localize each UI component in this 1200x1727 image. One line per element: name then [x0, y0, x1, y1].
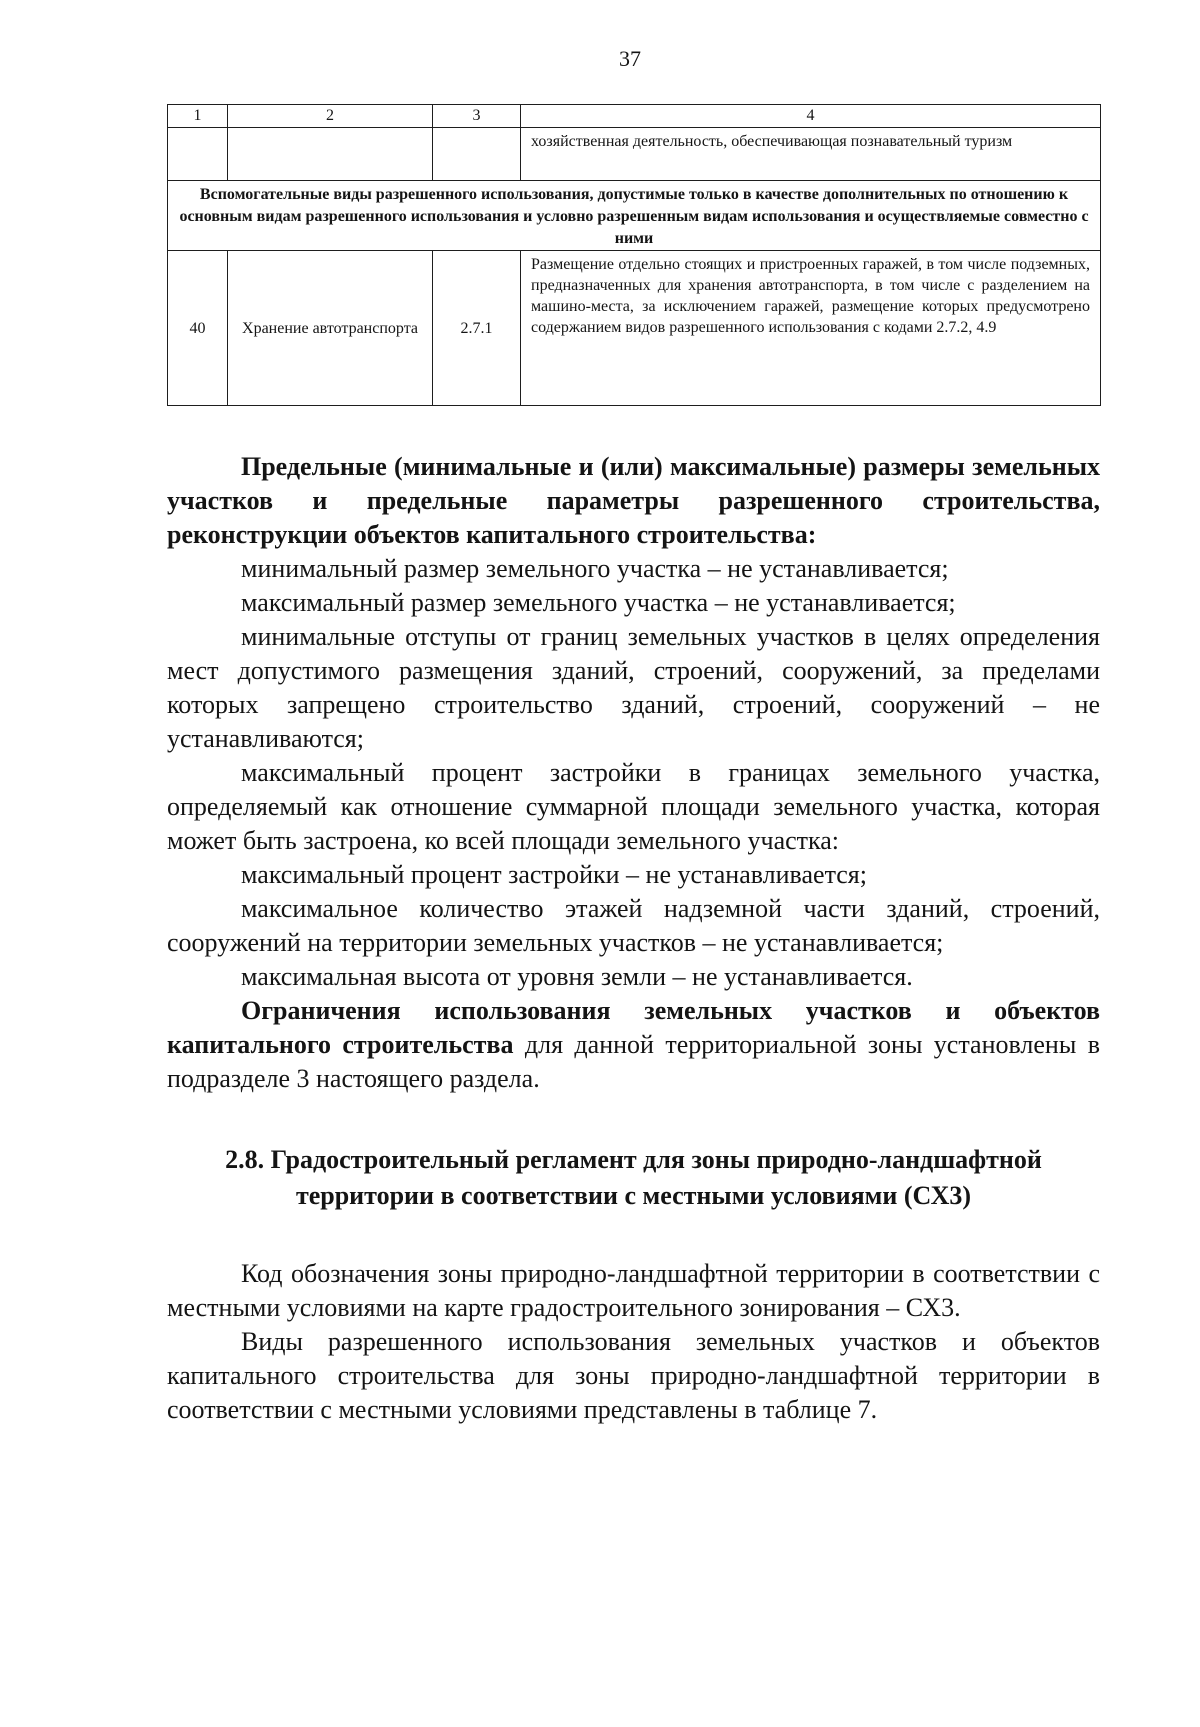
- table-cell: [433, 128, 521, 181]
- restrictions-text: для данной территориальной зоны установлены в подразделе 3 настоящего раздела.: [167, 1030, 1100, 1093]
- limit-item: минимальные отступы от границ земельных участков в целях определения мест допустимого размещения зданий, строений, сооружений, за пределами которых запрещено строительство зданий, строений, сооружений – не устанавливаются;: [167, 622, 1100, 753]
- limits-heading: Предельные (минимальные и (или) максимальные) размеры земельных участков и предельные параметры разрешенного строительства, реконструкции объектов капитального строительства:: [167, 452, 1100, 549]
- permitted-use-table: [167, 104, 1101, 406]
- use-code: 2.7.1: [433, 251, 521, 406]
- row-number: 40: [168, 251, 228, 406]
- section-title-line: 2.8. Градостроительный регламент для зоны природно-ландшафтной: [225, 1145, 1042, 1174]
- table-row: [168, 128, 1101, 181]
- limit-item: максимальный процент застройки – не устанавливается;: [241, 860, 867, 889]
- use-description: Размещение отдельно стоящих и пристроенных гаражей, в том числе подземных, предназначенных для хранения автотранспорта, в том числе с разделением на машино-места, за исключением гаражей, размещение которых предусмотрено содержанием видов разрешенного использования с кодами 2.7.2, 4.9: [521, 251, 1101, 406]
- table-row: [168, 251, 1101, 406]
- limit-item: максимальная высота от уровня земли – не устанавливается.: [241, 962, 913, 991]
- header-cell: 2: [228, 105, 433, 128]
- page-number: 37: [619, 46, 641, 71]
- table-section-row: [168, 181, 1101, 251]
- section-title: [167, 1142, 1100, 1214]
- table-header-row: [168, 105, 1101, 128]
- limits-block: [167, 450, 1100, 1096]
- section-body: [167, 1257, 1100, 1427]
- limit-item: максимальный процент застройки в границах земельного участка, определяемый как отношение суммарной площади земельного участка, которая может быть застроена, ко всей площади земельного участка:: [167, 758, 1100, 855]
- limit-item: минимальный размер земельного участка – не устанавливается;: [241, 554, 949, 583]
- body-paragraph: Код обозначения зоны природно-ландшафтной территории в соответствии с местными условиями на карте градостроительного зонирования – СХ3.: [167, 1259, 1100, 1322]
- table-cell: [168, 128, 228, 181]
- section-title-line: территории в соответствии с местными условиями (СХ3): [295, 1181, 972, 1210]
- restrictions-paragraph: [167, 994, 1100, 1096]
- limit-item: максимальное количество этажей надземной части зданий, строений, сооружений на территории земельных участков – не устанавливается;: [167, 894, 1100, 957]
- limit-item: максимальный размер земельного участка – не устанавливается;: [241, 588, 956, 617]
- table-cell-description: хозяйственная деятельность, обеспечивающая познавательный туризм: [521, 128, 1101, 181]
- table-cell: [228, 128, 433, 181]
- header-cell: 3: [433, 105, 521, 128]
- body-paragraph: Виды разрешенного использования земельных участков и объектов капитального строительства для зоны природно-ландшафтной территории в соответствии с местными условиями представлены в таблице 7.: [167, 1327, 1100, 1424]
- use-name: Хранение автотранспорта: [228, 251, 433, 406]
- header-cell: 1: [168, 105, 228, 128]
- header-cell: 4: [521, 105, 1101, 128]
- auxiliary-uses-heading: Вспомогательные виды разрешенного использования, допустимые только в качестве дополнительных по отношению к основным видам разрешенного использования и условно разрешенным видам использования и осуществляемые совместно с ними: [168, 181, 1101, 251]
- restrictions-bold: Ограничения использования земельных участков и объектов капитального строительства: [167, 996, 1100, 1059]
